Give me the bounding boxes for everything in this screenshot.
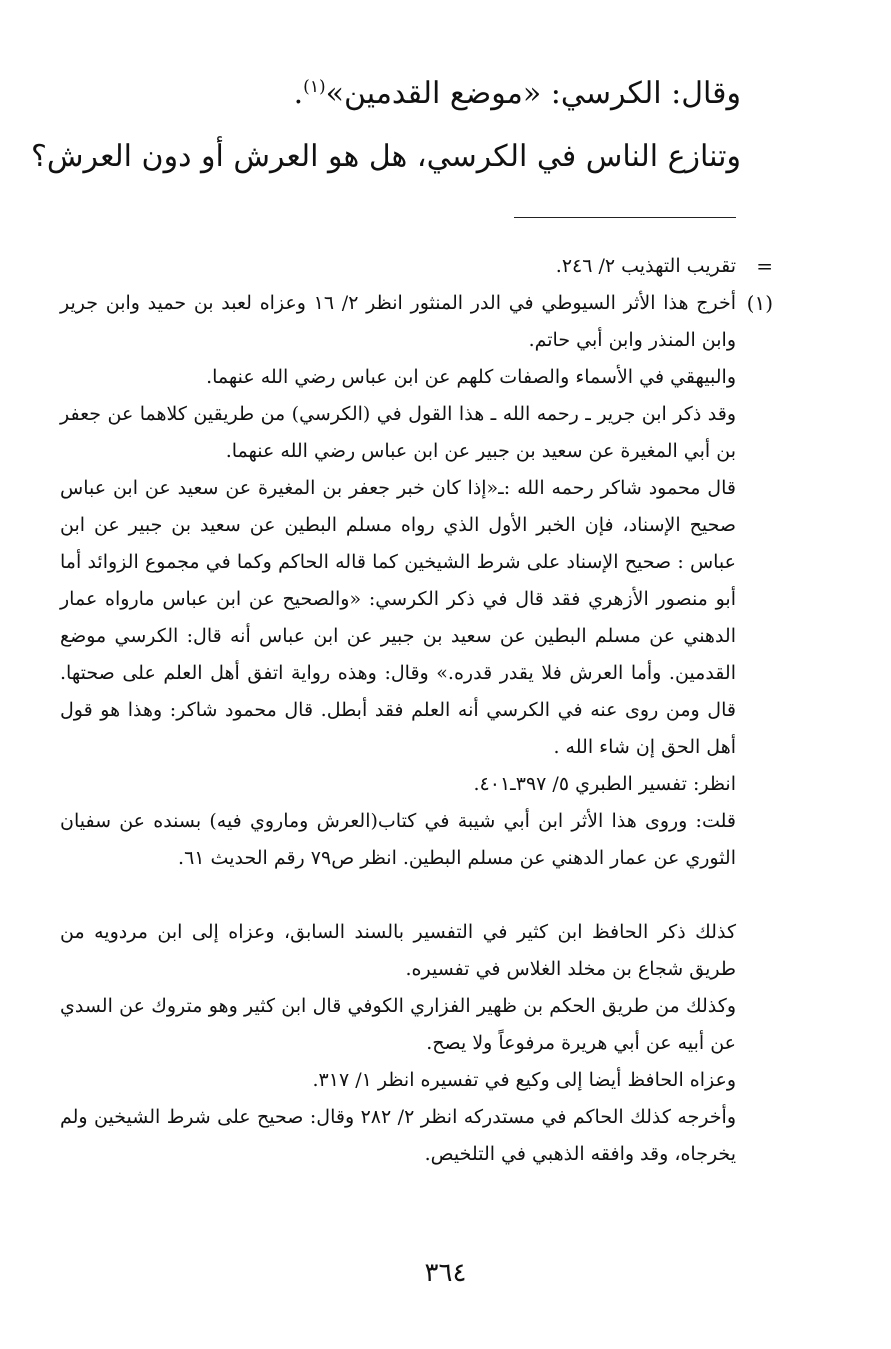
footnote-paragraph: أخرج هذا الأثر السيوطي في الدر المنثور انظر ٢/ ١٦ وعزاه لعبد بن حميد وابن جرير وابن المنذر وابن أبي حاتم. [60,292,736,351]
main-text-line-2: وتنازع الناس في الكرسي، هل هو العرش أو دون العرش؟ [30,139,741,174]
continuation-marker: = [756,254,773,278]
footnote-paragraph: وقد ذكر ابن جرير ـ رحمه الله ـ هذا القول في (الكرسي) من طريقين كلاهما عن جعفر بن أبي المغيرة عن سعيد بن جبير عن ابن عباس رضي الله عنهما. [60,403,736,462]
footnote-1-marker: (١) [746,291,773,315]
footnote-paragraph: قال محمود شاكر رحمه الله :ـ«إذا كان خبر جعفر بن المغيرة عن سعيد عن ابن عباس صحيح الإسناد، فإن الخبر الأول الذي رواه مسلم البطين عن سعيد بن جبير عن ابن عباس : صحيح الإسناد على شرط الشيخين كما قاله الحاكم وكما في مجموع الزوائد أما أبو منصور الأزهري فقد قال في ذكر الكرسي: «والصحيح عن ابن عباس مارواه عمار الدهني عن مسلم البطين عن سعيد بن جبير عن ابن عباس أنه قال: الكرسي موضع القدمين. وأما العرش فلا يقدر قدره.» وقال: وهذه رواية اتفق أهل العلم على صحتها. قال ومن روى عنه في الكرسي أنه العلم فقد أبطل. قال محمود شاكر: وهذا هو قول أهل الحق إن شاء الله . [60,477,736,758]
footnote-continuation: تقريب التهذيب ٢/ ٢٤٦. [555,255,736,277]
footnote-separator [514,217,736,218]
footnote-paragraph: والبيهقي في الأسماء والصفات كلهم عن ابن عباس رضي الله عنهما. [206,366,736,388]
main-text-line-1: وقال: الكرسي: «موضع القدمين»$^{(١)}$. [293,76,741,111]
footnote-paragraph: وعزاه الحافظ أيضا إلى وكيع في تفسيره انظر ١/ ٣١٧. [312,1069,736,1091]
footnote-paragraph: كذلك ذكر الحافظ ابن كثير في التفسير بالسند السابق، وعزاه إلى ابن مردويه من طريق شجاع بن مخلد الغلاس في تفسيره. [60,921,736,980]
footnote-paragraph: وأخرجه كذلك الحاكم في مستدركه انظر ٢/ ٢٨٢ وقال: صحيح على شرط الشيخين ولم يخرجاه، وقد وافقه الذهبي في التلخيص. [60,1106,736,1165]
footnote-reference: (١) [303,77,326,97]
footnote-paragraph: قلت: وروى هذا الأثر ابن أبي شيبة في كتاب(العرش وماروي فيه) بسنده عن سفيان الثوري عن عمار الدهني عن مسلم البطين. انظر ص٧٩ رقم الحديث ٦١. [60,810,736,869]
page-number: ٣٦٤ [424,1258,467,1288]
footnote-paragraph: انظر: تفسير الطبري ٥/ ٣٩٧ـ٤٠١. [473,773,736,795]
footnote-paragraph: وكذلك من طريق الحكم بن ظهير الفزاري الكوفي قال ابن كثير وهو متروك عن السدي عن أبيه عن أبي هريرة مرفوعاً ولا يصح. [60,995,736,1054]
